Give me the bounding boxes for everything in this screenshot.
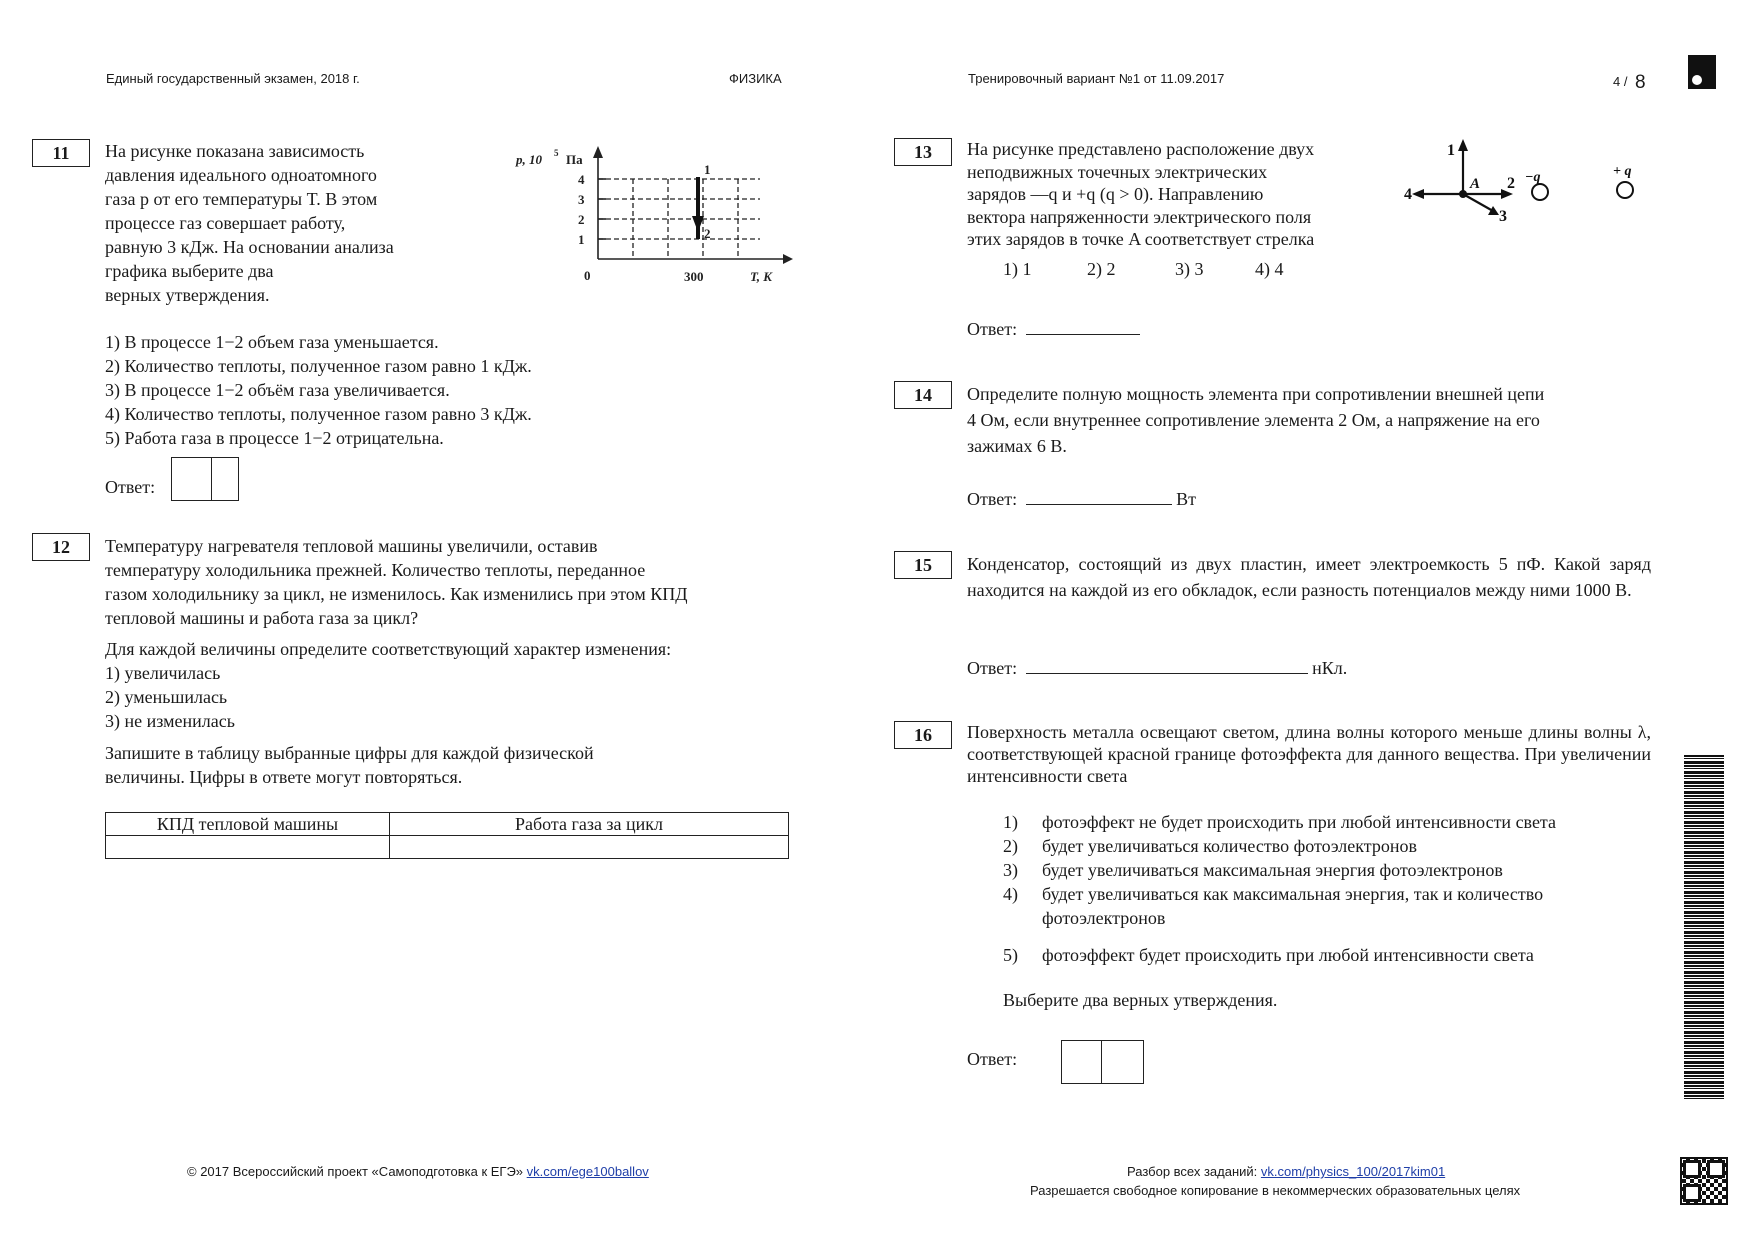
q13-arrow-label-1: 1 [1447,142,1455,159]
q11-text [105,139,394,307]
q15-answer-row [967,656,1347,680]
q12-text-line: Температуру нагревателя тепловой машины увеличили, оставив [105,536,598,556]
q14-answer-field[interactable] [1026,488,1172,505]
q12-text-line: температуру холодильника прежней. Количество теплоты, переданное [105,560,646,580]
q11-graph-x-label: T, K [750,269,772,284]
q15-answer-unit: нКл. [1312,658,1348,678]
barcode-image [1684,755,1724,1100]
q11-graph-y-unit: Па [566,152,583,167]
q11-text-line: равную 3 кДж. На основании анализа [105,237,394,257]
q12-answer-cell-efficiency[interactable] [106,836,390,859]
q16-option-text: будет увеличиваться количество фотоэлектронов [1042,836,1417,856]
q11-graph-y-tick: 1 [578,232,585,247]
q12-write-line: Запишите в таблицу выбранные цифры для каждой физической [105,743,594,763]
q12-table-header-efficiency: КПД тепловой машины [106,813,390,836]
q12-instruction: Для каждой величины определите соответствующий характер изменения: [105,639,672,659]
q13-text [967,138,1314,251]
qr-code-image [1680,1157,1728,1205]
q14-answer-label: Ответ: [967,489,1018,509]
q13-answer-label: Ответ: [967,319,1018,339]
q12-text-line: газом холодильнику за цикл, не изменилось. Как изменились при этом КПД [105,584,688,604]
q16-option-text: фотоэффект не будет происходить при любой интенсивности света [1042,812,1557,832]
q15-text-line: потенциалов между ними 1000 В. [1373,580,1632,600]
q16-option-number: 3) [1003,860,1018,880]
q13-option: 3) 3 [1175,259,1204,279]
q16-option [1003,943,1556,967]
q16-option-number: 1) [1003,812,1018,832]
q16-text-line: длины волны λ, соответствующей красной границе фотоэффекта для [967,722,1652,764]
q13-answer-field[interactable] [1026,318,1140,335]
q16-answer-label: Ответ: [967,1049,1018,1069]
answer-cell[interactable] [1062,1041,1102,1083]
q12-answer-table [105,812,789,859]
question-number-13: 13 [894,138,952,166]
footer-project-link[interactable]: vk.com/ege100ballov [526,1164,649,1179]
q13-neg-charge-label: −q [1525,170,1541,185]
q13-point-label: A [1470,176,1481,192]
question-number-14: 14 [894,381,952,409]
q16-option [1003,834,1556,858]
q15-text-line: Какой заряд находится на каждой из его обкладок, если разность [967,554,1651,600]
q11-option: 4) Количество теплоты, полученное газом равно 3 кДж. [105,404,532,424]
q13-text-line: неподвижных точечных электрических [967,161,1268,182]
q11-graph-y-label: p, 10 [516,152,542,167]
q13-option: 2) 2 [1087,259,1116,279]
footer-right [1127,1164,1445,1179]
question-number-15: 15 [894,551,952,579]
q12-option: 2) уменьшилась [105,687,228,707]
q16-option-text-line: будет увеличиваться как максимальная энергия, так и количество [1042,884,1544,904]
q11-text-line: газа p от его температуры T. В этом [105,189,378,209]
q15-answer-field[interactable] [1026,657,1308,674]
q13-pos-charge-label: + q [1613,164,1632,179]
q16-option-text: фотоэффект будет происходить при любой интенсивности света [1042,945,1534,965]
q11-graph-y-tick: 3 [578,192,585,207]
q13-arrow-label-4: 4 [1404,186,1412,203]
page-number-total: 8 [1635,72,1646,93]
question-number-12: 12 [32,533,90,561]
q16-option-number: 4) [1003,884,1018,904]
q12-write-line: величины. Цифры в ответе могут повторяться. [105,767,463,787]
q12-text-line: тепловой машины и работа газа за цикл? [105,608,419,628]
q16-answer-box[interactable] [1061,1040,1144,1084]
q14-answer-row [967,487,1196,511]
q11-option: 2) Количество теплоты, полученное газом равно 1 кДж. [105,356,532,376]
q14-text-line: зажимах 6 В. [967,436,1067,456]
q12-option: 3) не изменилась [105,711,235,731]
q14-answer-unit: Вт [1176,489,1196,509]
q11-answer-box[interactable] [171,457,239,501]
q13-text-line: зарядов —q и +q (q > 0). Направлению [967,184,1264,204]
q11-text-line: давления идеального одноатомного [105,165,377,185]
page-number-current: 4 / [1613,74,1628,89]
q14-text [967,381,1544,459]
q13-text-line: вектора напряженности электрического поля [967,206,1312,227]
footer-copyright: © 2017 Всероссийский проект «Самоподготовка к ЕГЭ» [187,1164,524,1179]
q11-option: 1) В процессе 1−2 объем газа уменьшается. [105,332,439,352]
q11-text-line: процессе газ совершает работу, [105,213,346,233]
footer-left [187,1164,649,1179]
q15-text-line: Конденсатор, состоящий из двух пластин, имеет электроемкость 5 пФ. [967,554,1546,574]
q16-option-number: 2) [1003,836,1018,856]
q16-option-text [1042,882,1543,930]
question-number-11: 11 [32,139,90,167]
q13-option: 4) 4 [1255,259,1284,279]
q16-choose-instruction: Выберите два верных утверждения. [1003,990,1278,1010]
q12-table-header-work: Работа газа за цикл [390,813,789,836]
q11-options [105,330,532,450]
q13-option: 1) 1 [1003,259,1032,279]
q16-option-text-line: фотоэлектронов [1042,908,1166,928]
q11-graph-y-exp: 5 [554,148,559,158]
q15-answer-label: Ответ: [967,658,1018,678]
q11-graph-point-2: 2 [704,226,711,241]
footer-analysis-label: Разбор всех заданий: [1127,1164,1258,1179]
q11-answer-label: Ответ: [105,477,156,497]
q16-option [1003,858,1556,882]
q13-text-line: этих зарядов в точке A соответствует стрелка [967,229,1315,249]
header-variant: Тренировочный вариант №1 от 11.09.2017 [968,71,1225,86]
answer-cell[interactable] [172,458,212,500]
header-subject: ФИЗИКА [729,71,782,86]
q11-text-line: На рисунке показана зависимость [105,141,365,161]
q11-text-line: графика выберите два [105,261,274,281]
q11-pt-graph [510,140,800,290]
q16-option-text: будет увеличиваться максимальная энергия фотоэлектронов [1042,860,1503,880]
corner-marker [1688,55,1716,89]
q13-text-line: На рисунке представлено расположение двух [967,139,1315,159]
q12-write-instruction [105,741,594,789]
q16-options [1003,810,1556,967]
q11-graph-origin: 0 [584,268,591,283]
q16-text-line: Поверхность металла освещают светом, длина волны которого меньше [967,722,1523,742]
footer-copy-permission: Разрешается свободное копирование в некоммерческих образовательных целях [1030,1183,1521,1198]
question-number-16: 16 [894,721,952,749]
q12-options [105,661,235,733]
q11-text-line: верных утверждения. [105,285,270,305]
q13-answer-row [967,317,1140,341]
q11-option: 5) Работа газа в процессе 1−2 отрицательна. [105,428,444,448]
q16-option-number: 5) [1003,945,1018,965]
q11-graph-y-tick: 2 [578,212,585,227]
header-exam-title: Единый государственный экзамен, 2018 г. [106,71,360,86]
q15-text [967,551,1651,603]
q12-text [105,534,688,630]
q12-answer-cell-work[interactable] [390,836,789,859]
q16-option [1003,810,1556,834]
q11-graph-point-1: 1 [704,162,711,177]
q13-arrow-label-2: 2 [1507,175,1515,192]
q14-text-line: 4 Ом, если внутреннее сопротивление элемента 2 Ом, а напряжение на его [967,410,1540,430]
q13-arrow-label-3: 3 [1499,208,1507,225]
q11-option: 3) В процессе 1−2 объём газа увеличивается. [105,380,450,400]
q11-graph-x-tick: 300 [684,269,704,284]
q16-text-line: данного вещества. При увеличении интенсивности света [967,744,1651,786]
q11-graph-y-tick: 4 [578,172,585,187]
q14-text-line: Определите полную мощность элемента при сопротивлении внешней цепи [967,384,1545,404]
q13-charges-figure [1395,135,1635,235]
q12-option: 1) увеличилась [105,663,221,683]
footer-analysis-link[interactable]: vk.com/physics_100/2017kim01 [1260,1164,1446,1179]
q16-option [1003,882,1556,930]
q16-text [967,721,1651,787]
